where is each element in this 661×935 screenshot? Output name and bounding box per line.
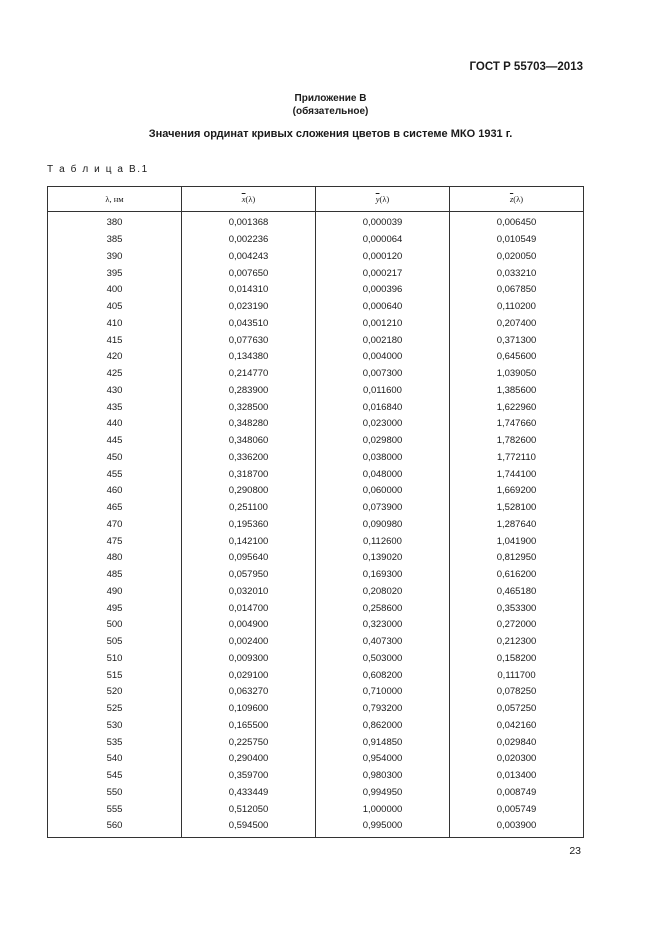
cell-x-bar: 0,214770 — [182, 366, 316, 383]
cell-y-bar: 1,000000 — [316, 801, 450, 818]
cell-x-bar: 0,594500 — [182, 818, 316, 837]
cell-x-bar: 0,029100 — [182, 667, 316, 684]
table-row — [48, 567, 584, 584]
cell-x-bar: 0,014700 — [182, 600, 316, 617]
cell-z-bar: 0,020300 — [450, 751, 584, 768]
table-row — [48, 316, 584, 333]
cell-z-bar: 1,287640 — [450, 517, 584, 534]
cell-y-bar: 0,323000 — [316, 617, 450, 634]
cell-wavelength: 455 — [48, 466, 182, 483]
x-arg: (λ) — [245, 194, 256, 204]
table-row — [48, 634, 584, 651]
y-bar-symbol: $\overline{y}$ — [375, 194, 380, 204]
cell-wavelength: 475 — [48, 533, 182, 550]
cell-y-bar: 0,004000 — [316, 349, 450, 366]
cell-y-bar: 0,980300 — [316, 768, 450, 785]
cell-z-bar: 0,272000 — [450, 617, 584, 634]
cell-wavelength: 490 — [48, 584, 182, 601]
cell-wavelength: 470 — [48, 517, 182, 534]
cell-z-bar: 1,385600 — [450, 383, 584, 400]
cell-x-bar: 0,001368 — [182, 212, 316, 232]
cell-wavelength: 505 — [48, 634, 182, 651]
table-body — [48, 212, 584, 838]
page-number: 23 — [569, 845, 581, 857]
cell-y-bar: 0,000217 — [316, 265, 450, 282]
cell-x-bar: 0,433449 — [182, 785, 316, 802]
cell-wavelength: 430 — [48, 383, 182, 400]
table-row — [48, 483, 584, 500]
table-row — [48, 617, 584, 634]
cell-y-bar: 0,073900 — [316, 500, 450, 517]
header-x-bar — [182, 187, 316, 212]
cell-x-bar: 0,359700 — [182, 768, 316, 785]
cell-y-bar: 0,011600 — [316, 383, 450, 400]
cell-wavelength: 390 — [48, 249, 182, 266]
cell-z-bar: 0,616200 — [450, 567, 584, 584]
cell-wavelength: 415 — [48, 332, 182, 349]
table-row — [48, 667, 584, 684]
cell-wavelength: 525 — [48, 701, 182, 718]
cell-z-bar: 0,057250 — [450, 701, 584, 718]
cell-x-bar: 0,225750 — [182, 734, 316, 751]
cell-x-bar: 0,134380 — [182, 349, 316, 366]
cell-x-bar: 0,057950 — [182, 567, 316, 584]
table-header-row — [48, 187, 584, 212]
cell-z-bar: 1,744100 — [450, 466, 584, 483]
x-bar-symbol: $\overline{x}$ — [241, 194, 246, 204]
cell-z-bar: 1,528100 — [450, 500, 584, 517]
cell-y-bar: 0,169300 — [316, 567, 450, 584]
table-row — [48, 734, 584, 751]
cell-y-bar: 0,029800 — [316, 433, 450, 450]
cell-x-bar: 0,290800 — [182, 483, 316, 500]
table-row — [48, 433, 584, 450]
cell-z-bar: 1,622960 — [450, 399, 584, 416]
cell-wavelength: 445 — [48, 433, 182, 450]
cell-wavelength: 560 — [48, 818, 182, 837]
cell-y-bar: 0,139020 — [316, 550, 450, 567]
cell-y-bar: 0,112600 — [316, 533, 450, 550]
cell-y-bar: 0,608200 — [316, 667, 450, 684]
cell-x-bar: 0,023190 — [182, 299, 316, 316]
appendix-title — [0, 92, 661, 118]
table-row — [48, 818, 584, 837]
cell-wavelength: 520 — [48, 684, 182, 701]
cell-x-bar: 0,251100 — [182, 500, 316, 517]
table-row — [48, 718, 584, 735]
cell-y-bar: 0,038000 — [316, 450, 450, 467]
cell-y-bar: 0,060000 — [316, 483, 450, 500]
cell-wavelength: 555 — [48, 801, 182, 818]
table-row — [48, 517, 584, 534]
cell-wavelength: 380 — [48, 212, 182, 232]
cell-z-bar: 0,003900 — [450, 818, 584, 837]
cell-wavelength: 405 — [48, 299, 182, 316]
cell-wavelength: 515 — [48, 667, 182, 684]
cell-z-bar: 0,812950 — [450, 550, 584, 567]
cell-y-bar: 0,001210 — [316, 316, 450, 333]
cell-x-bar: 0,109600 — [182, 701, 316, 718]
cell-x-bar: 0,002236 — [182, 232, 316, 249]
standard-number: ГОСТ Р 55703—2013 — [469, 61, 583, 73]
cell-y-bar: 0,007300 — [316, 366, 450, 383]
cell-y-bar: 0,000120 — [316, 249, 450, 266]
cell-z-bar: 1,747660 — [450, 416, 584, 433]
cell-z-bar: 0,645600 — [450, 349, 584, 366]
table-row — [48, 801, 584, 818]
table-row — [48, 785, 584, 802]
cell-wavelength: 510 — [48, 651, 182, 668]
cell-y-bar: 0,000640 — [316, 299, 450, 316]
header-wavelength: λ, нм — [48, 187, 182, 212]
table-row — [48, 701, 584, 718]
cell-wavelength: 440 — [48, 416, 182, 433]
color-matching-table — [47, 186, 584, 838]
cell-z-bar: 1,669200 — [450, 483, 584, 500]
cell-z-bar: 0,067850 — [450, 282, 584, 299]
cell-y-bar: 0,914850 — [316, 734, 450, 751]
z-arg: (λ) — [513, 194, 524, 204]
cell-y-bar: 0,000396 — [316, 282, 450, 299]
cell-x-bar: 0,004900 — [182, 617, 316, 634]
cell-z-bar: 1,772110 — [450, 450, 584, 467]
cell-y-bar: 0,023000 — [316, 416, 450, 433]
cell-x-bar: 0,095640 — [182, 550, 316, 567]
cell-x-bar: 0,032010 — [182, 584, 316, 601]
cell-z-bar: 0,212300 — [450, 634, 584, 651]
cell-z-bar: 0,078250 — [450, 684, 584, 701]
cell-z-bar: 0,010549 — [450, 232, 584, 249]
table-caption: Т а б л и ц а В.1 — [47, 164, 149, 175]
cell-x-bar: 0,348060 — [182, 433, 316, 450]
cell-z-bar: 0,020050 — [450, 249, 584, 266]
cell-wavelength: 465 — [48, 500, 182, 517]
cell-x-bar: 0,336200 — [182, 450, 316, 467]
table-row — [48, 500, 584, 517]
cell-z-bar: 1,782600 — [450, 433, 584, 450]
cell-wavelength: 545 — [48, 768, 182, 785]
cell-x-bar: 0,063270 — [182, 684, 316, 701]
table-row — [48, 212, 584, 232]
cell-wavelength: 485 — [48, 567, 182, 584]
cell-x-bar: 0,318700 — [182, 466, 316, 483]
table-row — [48, 651, 584, 668]
cell-x-bar: 0,043510 — [182, 316, 316, 333]
z-bar-symbol: $\overline{z}$ — [509, 194, 514, 204]
table-row — [48, 383, 584, 400]
appendix-status: (обязательное) — [292, 106, 369, 117]
table-row — [48, 249, 584, 266]
cell-wavelength: 425 — [48, 366, 182, 383]
table-row — [48, 332, 584, 349]
cell-y-bar: 0,016840 — [316, 399, 450, 416]
cell-wavelength: 460 — [48, 483, 182, 500]
cell-x-bar: 0,348280 — [182, 416, 316, 433]
cell-y-bar: 0,407300 — [316, 634, 450, 651]
cell-z-bar: 0,371300 — [450, 332, 584, 349]
cell-x-bar: 0,014310 — [182, 282, 316, 299]
table-row — [48, 684, 584, 701]
appendix-name: Приложение В — [294, 93, 367, 104]
cell-z-bar: 0,005749 — [450, 801, 584, 818]
table-row — [48, 349, 584, 366]
cell-z-bar: 0,008749 — [450, 785, 584, 802]
cell-z-bar: 0,353300 — [450, 600, 584, 617]
cell-y-bar: 0,862000 — [316, 718, 450, 735]
document-heading: Значения ординат кривых сложения цветов в системе МКО 1931 г. — [148, 128, 513, 140]
table-row — [48, 416, 584, 433]
cell-wavelength: 385 — [48, 232, 182, 249]
cell-z-bar: 0,029840 — [450, 734, 584, 751]
y-arg: (λ) — [379, 194, 390, 204]
cell-y-bar: 0,995000 — [316, 818, 450, 837]
cell-wavelength: 435 — [48, 399, 182, 416]
table-row — [48, 768, 584, 785]
cell-wavelength: 395 — [48, 265, 182, 282]
cell-y-bar: 0,090980 — [316, 517, 450, 534]
cell-z-bar: 0,110200 — [450, 299, 584, 316]
cell-y-bar: 0,048000 — [316, 466, 450, 483]
cell-x-bar: 0,165500 — [182, 718, 316, 735]
cell-x-bar: 0,007650 — [182, 265, 316, 282]
table-row — [48, 265, 584, 282]
cell-x-bar: 0,512050 — [182, 801, 316, 818]
cell-y-bar: 0,000039 — [316, 212, 450, 232]
table-row — [48, 450, 584, 467]
cell-wavelength: 420 — [48, 349, 182, 366]
table-row — [48, 232, 584, 249]
cell-wavelength: 530 — [48, 718, 182, 735]
cell-wavelength: 550 — [48, 785, 182, 802]
cell-x-bar: 0,077630 — [182, 332, 316, 349]
table-row — [48, 299, 584, 316]
cell-z-bar: 0,042160 — [450, 718, 584, 735]
cell-wavelength: 480 — [48, 550, 182, 567]
header-z-bar — [450, 187, 584, 212]
cell-y-bar: 0,002180 — [316, 332, 450, 349]
cell-z-bar: 0,013400 — [450, 768, 584, 785]
table-row — [48, 751, 584, 768]
cell-wavelength: 500 — [48, 617, 182, 634]
table-row — [48, 282, 584, 299]
cell-x-bar: 0,328500 — [182, 399, 316, 416]
cell-z-bar: 1,041900 — [450, 533, 584, 550]
cell-x-bar: 0,142100 — [182, 533, 316, 550]
cell-y-bar: 0,710000 — [316, 684, 450, 701]
table-row — [48, 550, 584, 567]
cell-wavelength: 400 — [48, 282, 182, 299]
cell-z-bar: 0,465180 — [450, 584, 584, 601]
cell-x-bar: 0,290400 — [182, 751, 316, 768]
cell-wavelength: 495 — [48, 600, 182, 617]
cell-wavelength: 410 — [48, 316, 182, 333]
cell-wavelength: 540 — [48, 751, 182, 768]
cell-z-bar: 1,039050 — [450, 366, 584, 383]
cell-z-bar: 0,207400 — [450, 316, 584, 333]
cell-x-bar: 0,195360 — [182, 517, 316, 534]
table-row — [48, 533, 584, 550]
cell-x-bar: 0,009300 — [182, 651, 316, 668]
cell-y-bar: 0,000064 — [316, 232, 450, 249]
cell-z-bar: 0,111700 — [450, 667, 584, 684]
cell-z-bar: 0,158200 — [450, 651, 584, 668]
cell-wavelength: 450 — [48, 450, 182, 467]
cell-z-bar: 0,006450 — [450, 212, 584, 232]
cell-wavelength: 535 — [48, 734, 182, 751]
table-row — [48, 466, 584, 483]
cell-x-bar: 0,283900 — [182, 383, 316, 400]
header-y-bar — [316, 187, 450, 212]
cell-y-bar: 0,994950 — [316, 785, 450, 802]
table-row — [48, 584, 584, 601]
cell-x-bar: 0,004243 — [182, 249, 316, 266]
cell-y-bar: 0,208020 — [316, 584, 450, 601]
cell-x-bar: 0,002400 — [182, 634, 316, 651]
table-row — [48, 399, 584, 416]
cell-y-bar: 0,954000 — [316, 751, 450, 768]
table-row — [48, 600, 584, 617]
table-row — [48, 366, 584, 383]
cell-y-bar: 0,793200 — [316, 701, 450, 718]
cell-y-bar: 0,503000 — [316, 651, 450, 668]
cell-z-bar: 0,033210 — [450, 265, 584, 282]
cell-y-bar: 0,258600 — [316, 600, 450, 617]
